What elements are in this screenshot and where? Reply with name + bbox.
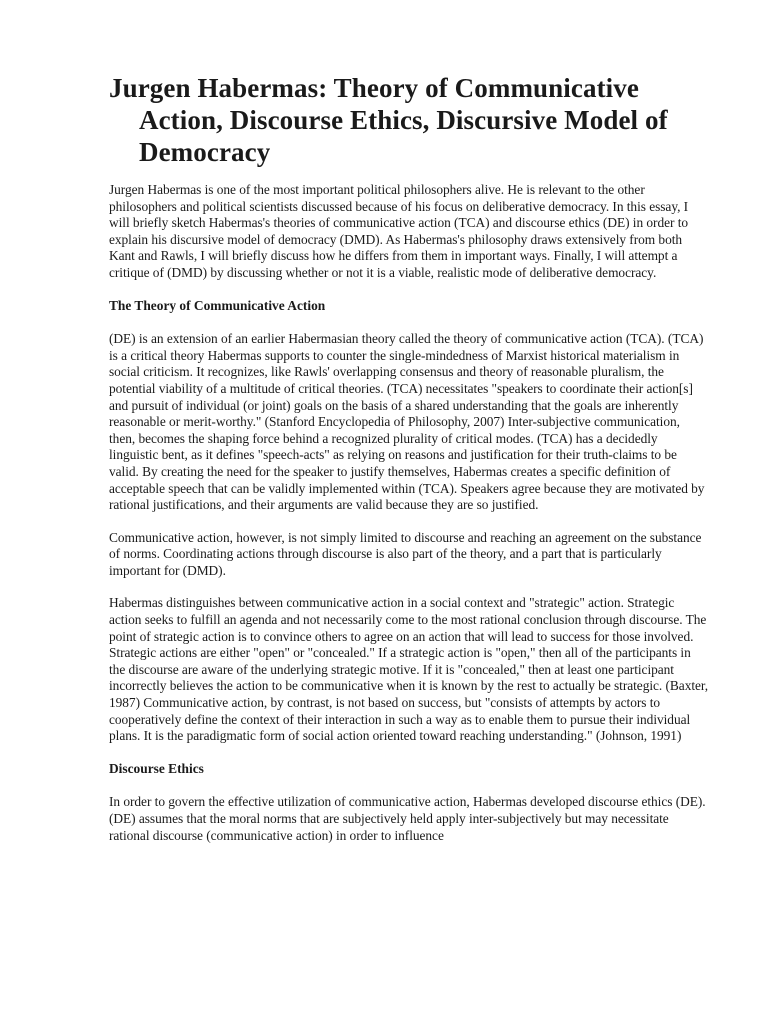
intro-paragraph: Jurgen Habermas is one of the most important political philosophers alive. He is relevant to the other philosophers and political scientists discussed because of his focus on deliberative democracy. In this essay, I will briefly sketch Habermas's theories of communicative action (TCA) and discourse ethics (DE) in order to explain his discursive model of democracy (DMD). As Habermas's philosophy draws extensively from both Kant and Rawls, I will briefly discuss how he differs from them in important ways. Finally, I will attempt a critique of (DMD) by discussing whether or not it is a viable, realistic mode of deliberative democracy.: [109, 182, 689, 280]
paragraph: Habermas distinguishes between communicative action in a social context and "strategic" action. Strategic action seeks to fulfill an agenda and not necessarily come to the most rational conclusion through discourse. The point of strategic action is to convince others to agree on an action that will lead to success for those involved. Strategic actions are either "open" or "concealed." If a strategic action is "open," then all of the participants in the discourse are aware of the underlying strategic motive. If it is "concealed," then at least one participant incorrectly believes the action to be communicative when it is known by the rest to actually be strategic. (Baxter, 1987) Communicative action, by contrast, is not based on success, but "consists of attempts by actors to cooperatively define the context of their interaction in such a way as to enable them to pursue their individual plans. It is the paradigmatic form of social action oriented toward reaching understanding." (Johnson, 1991): [109, 595, 709, 744]
paragraph: (DE) is an extension of an earlier Habermasian theory called the theory of communicative action (TCA). (TCA) is a critical theory Habermas supports to counter the single-mindedness of Marxist historical materialism in social criticism. It recognizes, like Rawls' overlapping consensus and theory of reasonable pluralism, the potential viability of a multitude of critical theories. (TCA) necessitates "speakers to coordinate their action[s] and pursuit of individual (or joint) goals on the basis of a shared understanding that the goals are inherently reasonable or merit-worthy." (Stanford Encyclopedia of Philosophy, 2007) Inter-subjective communication, then, becomes the shaping force behind a recognized plurality of critical modes. (TCA) has a decidedly linguistic bent, as it defines "speech-acts" as relying on reasons and justification for their truth-claims to be valid. By creating the need for the speaker to justify themselves, Habermas creates a specific definition of acceptable speech that can be validly implemented within (TCA). Speakers agree because they are motivated by rational justifications, and their arguments are valid because they are so justified.: [109, 331, 705, 513]
paragraph: In order to govern the effective utilization of communicative action, Habermas developed discourse ethics (DE). (DE) assumes that the moral norms that are subjectively held apply inter-subjectively but may necessitate rational discourse (communicative action) in order to influence: [109, 794, 706, 843]
section-heading-communicative-action: The Theory of Communicative Action: [109, 297, 326, 313]
section-heading-discourse-ethics: Discourse Ethics: [109, 760, 204, 776]
document-page: [109, 72, 709, 860]
paragraph: Communicative action, however, is not simply limited to discourse and reaching an agreement on the substance of norms. Coordinating actions through discourse is also part of the theory, and a part that is particularly important for (DMD).: [109, 529, 702, 578]
document-title: Jurgen Habermas: Theory of Communicative Action, Discourse Ethics, Discursive Model of Democracy: [109, 73, 668, 167]
